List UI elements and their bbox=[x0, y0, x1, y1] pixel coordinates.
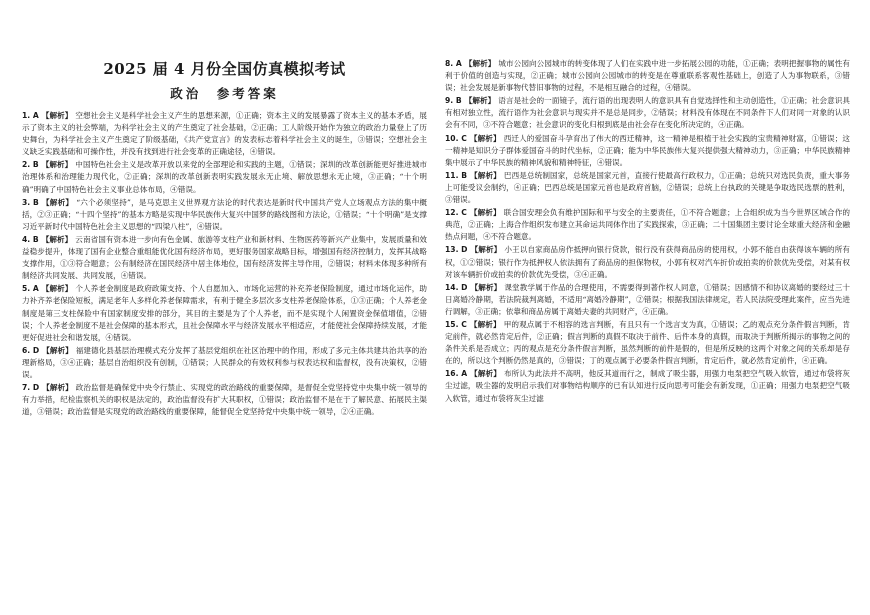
analysis-text: 政治监督是确保党中央令行禁止、实现党的政治路线的重要保障，是督促全党坚持党中央集中统一领导的有力举措，纪检监察机关的职权是法定的，政治监督没有扩大其职权，①错误；政治监督不是在于了解民意、拓展民主渠道，③错误；政治监督是实现党的政治路线的重要保障，能督促全党坚持党中央集中统一领导，②④正确。 bbox=[22, 383, 428, 417]
analysis-text: 个人养老金制度是政府政策支持、个人自愿加入、市场化运营的补充养老保险制度，通过市场化运作，助力补齐养老保险短板，满足老年人多样化养老保障需求，有利于健全多层次多支柱养老保险体系，①③正确；个人养老金制度是第三支柱保险中有国家制度安排的部分，其目的主要是为了个人养老，而不是实现个人闲置资金保值增值，②错误；个人养老金制度不是社会保障的基本形式，且社会保障水平与经济发展水平相适应，才能使社会保障持续发展，才能更好促进社会和谐发展，④错误。 bbox=[22, 284, 427, 342]
analysis-tag: 【解析】 bbox=[469, 208, 501, 218]
right-column bbox=[445, 58, 850, 615]
question-number: 15. C bbox=[445, 319, 467, 329]
question-number: 5. A bbox=[22, 284, 39, 294]
analysis-tag: 【解析】 bbox=[470, 282, 502, 292]
title-block bbox=[22, 58, 427, 102]
analysis-text: 云南省国有资本进一步向有色金属、旅游等支柱产业和新材料、生物医药等新兴产业集中，发展质量和效益稳步提升，体现了国有企业整合重组能优化国有经济布局，更好服务国家战略目标，增强国有经济控制力，发挥其战略支撑作用，①③符合题意；公有制经济在国民经济中居主体地位，国有经济发挥主导作用，②错误；材料未体现多种所有制经济共同发展、共同发展，④错误。 bbox=[22, 234, 427, 281]
question-number: 6. D bbox=[22, 345, 40, 355]
analysis-tag: 【解析】 bbox=[469, 133, 501, 143]
question-number: 13. D bbox=[445, 245, 468, 255]
answer-item bbox=[445, 244, 850, 280]
answer-item bbox=[22, 234, 427, 282]
question-number: 1. A bbox=[22, 111, 39, 120]
question-number: 8. A bbox=[445, 59, 462, 68]
page-subtitle: 政治 参考答案 bbox=[170, 86, 279, 101]
analysis-tag: 【解析】 bbox=[41, 111, 73, 120]
answer-item bbox=[22, 382, 427, 418]
left-answer-list bbox=[22, 110, 427, 418]
answer-item bbox=[445, 282, 850, 318]
question-number: 11. B bbox=[445, 170, 467, 180]
analysis-tag: 【解析】 bbox=[42, 383, 73, 393]
answer-item bbox=[445, 58, 850, 94]
left-column bbox=[22, 58, 427, 615]
answer-item bbox=[445, 368, 850, 404]
analysis-tag: 【解析】 bbox=[41, 234, 73, 244]
answer-item bbox=[445, 95, 850, 131]
analysis-tag: 【解析】 bbox=[464, 96, 496, 106]
answer-item bbox=[445, 207, 850, 243]
question-number: 2. B bbox=[22, 160, 39, 170]
right-answer-list bbox=[445, 58, 850, 405]
analysis-text: 西迁人的爱国奋斗孕育出了伟大的西迁精神，这一精神是根植于社会实践的宝贵精神财富，①错误；这一精神是知识分子群体爱国奋斗的时代坐标，②正确；能为中华民族伟大复兴提供强大精神动力，③正确；中华民族精神集中展示了中华民族的精神风貌和精神特征，④错误。 bbox=[445, 133, 851, 167]
answer-item bbox=[22, 345, 427, 381]
analysis-tag: 【解析】 bbox=[470, 245, 502, 255]
analysis-text: 城市公园向公园城市的转变体现了人们在实践中进一步拓展公园的功能，①正确；表明把握事物的属性有利于价值的创造与实现，②正确；城市公园向公园城市的转变是在尊重联系客观性基础上，创造了人为事物联系，③错误；社会发展是新事物代替旧事物的过程，不是相互融合的过程，④错误。 bbox=[445, 59, 850, 93]
analysis-tag: 【解析】 bbox=[41, 160, 73, 170]
answer-item bbox=[445, 133, 850, 169]
question-number: 16. A bbox=[445, 369, 468, 379]
analysis-tag: 【解析】 bbox=[464, 59, 496, 68]
answer-item bbox=[22, 159, 427, 195]
page-title: 2025 届 4 月份全国仿真模拟考试 bbox=[103, 60, 346, 78]
answer-item bbox=[445, 319, 850, 367]
analysis-text: 课堂教学属于作品的合理使用，不需要得到著作权人同意，①错误；因感情不和协议离婚的要经过三十日离婚冷静期，若法院裁判离婚，不适用“离婚冷静期”，②错误；根据我国法律规定，若人民法院受理此案件，应当先进行调解，③正确；依靠和商品房属于离婚夫妻的共同财产，④正确。 bbox=[445, 282, 851, 316]
analysis-text: 布所认为此法并不高明，他反其道而行之，制成了吸尘器，用强力电泵把空气吸入软管，通过布袋将灰尘过滤，吸尘器的发明启示我们对事物结构顺序的已有认知进行反向思考可能会有新发现，①正确；用强力电泵把空气吸入软管，通过布袋将灰尘过滤 bbox=[445, 369, 850, 403]
question-number: 7. D bbox=[22, 383, 40, 393]
analysis-tag: 【解析】 bbox=[42, 345, 73, 355]
answer-item bbox=[445, 170, 850, 206]
answer-item bbox=[22, 283, 427, 343]
analysis-tag: 【解析】 bbox=[41, 197, 74, 207]
question-number: 4. B bbox=[22, 234, 39, 244]
analysis-text: 小王以自家商品房作抵押向银行贷款，银行没有获得商品房的使用权，小郭不能自由获得该车辆的所有权，①②错误；银行作为抵押权人依法拥有了商品房的担保物权，小郭有权对汽车折价或拍卖的价款优先受偿，对某有权对该车辆折价或拍卖的价款优先受偿，③④正确。 bbox=[445, 245, 851, 279]
analysis-text: 空想社会主义是科学社会主义产生的思想来源，①正确；资本主义的发展暴露了资本主义的基本矛盾，展示了资本主义的社会弊端，为科学社会主义的产生奠定了社会基础，②正确；工人阶级开始作为独立的政治力量登上了历史舞台，为科学社会主义产生奠定了阶级基础，《共产党宣言》的发表标志着科学社会主义的诞生，③错误；空想社会主义缺乏实践基础和可操作性，并没有找到进行社会变革的正确途径，④错误。 bbox=[22, 111, 427, 157]
analysis-text: 甲的观点属于不相容的选言判断，有且只有一个选言支为真，①错误；乙的观点充分条件假言判断，肯定前件，就必然肯定后件，②正确；假言判断的真假不取决于前件、后件本身的真假，而取决于判断所揭示的事物之间的条件关系是否成立；丙的观点是充分条件假言判断，虽然判断的前件是假的，但是所反映的这两个对象之间的关系却是存在的，所以这个判断仍然是真的，③错误；丁的观点属于必要条件假言判断，肯定后件，就必然肯定前件，④正确。 bbox=[445, 319, 851, 366]
analysis-tag: 【解析】 bbox=[470, 369, 501, 379]
answer-item bbox=[22, 110, 427, 158]
analysis-tag: 【解析】 bbox=[469, 170, 501, 180]
analysis-text: 中国特色社会主义是改革开放以来党的全部理论和实践的主题，①错误；深圳的改革创新能更好推进城市治理体系和治理能力现代化，②正确；深圳的改革创新表明实践发展永无止境、解放思想永无止境，③正确；“十个明确”明确了中国特色社会主义事业总体布局，④错误。 bbox=[22, 160, 427, 194]
question-number: 10. C bbox=[445, 133, 467, 143]
question-number: 14. D bbox=[445, 282, 468, 292]
analysis-text: 联合国安理会负有维护国际和平与安全的主要责任，①不符合题意；上合组织成为当今世界区域合作的典范，②正确；上海合作组织发布建立其命运共同体作出了实践探索，③正确；二十国集团主要讨论全球重大经济和金融热点问题，④不符合题意。 bbox=[445, 208, 851, 242]
analysis-text: 巴西是总统制国家，总统是国家元首，直接行使最高行政权力，①正确；总统只对选民负责，重大事务上可能受议会制约，④正确；巴西总统是国家元首也是政府首脑，②错误；总统上台执政的关键是争取选民选票的胜利，③错误。 bbox=[445, 170, 851, 205]
analysis-tag: 【解析】 bbox=[41, 284, 73, 294]
analysis-text: “六个必须坚持”，是马克思主义世界观方法论的时代表达是新时代中国共产党人立场观点方法的集中概括，②③正确；“十四个坚持”的基本方略是实现中华民族伟大复兴中国梦的路线图和方法论，①错误；“十个明确”是支撑习近平新时代中国特色社会主义思想的“四梁八柱”，④错误。 bbox=[22, 197, 428, 231]
analysis-tag: 【解析】 bbox=[469, 319, 501, 329]
analysis-text: 福建德化县基层治理模式充分发挥了基层党组织在社区治理中的作用，形成了多元主体共建共治共享的治理新格局，③④正确；基层自治组织没有创制，①错误；人民群众的有效权利参与权表达权和监督权，没有决策权，②错误。 bbox=[22, 345, 428, 379]
question-number: 12. C bbox=[445, 208, 467, 218]
answer-item bbox=[22, 197, 427, 233]
analysis-text: 语言是社会的一面镜子，流行语的出现表明人的意识具有自觉选择性和主动创造性，①正确；社会意识具有相对独立性，流行语作为社会意识与现实并不是总是同步，②错误；材料没有体现在不同条件下人们对同一对象的认识会有不同，③不符合题意；社会意识的变化归根到底是由社会存在变化所决定的，④正确。 bbox=[445, 96, 850, 130]
question-number: 3. B bbox=[22, 197, 39, 207]
question-number: 9. B bbox=[445, 96, 462, 106]
